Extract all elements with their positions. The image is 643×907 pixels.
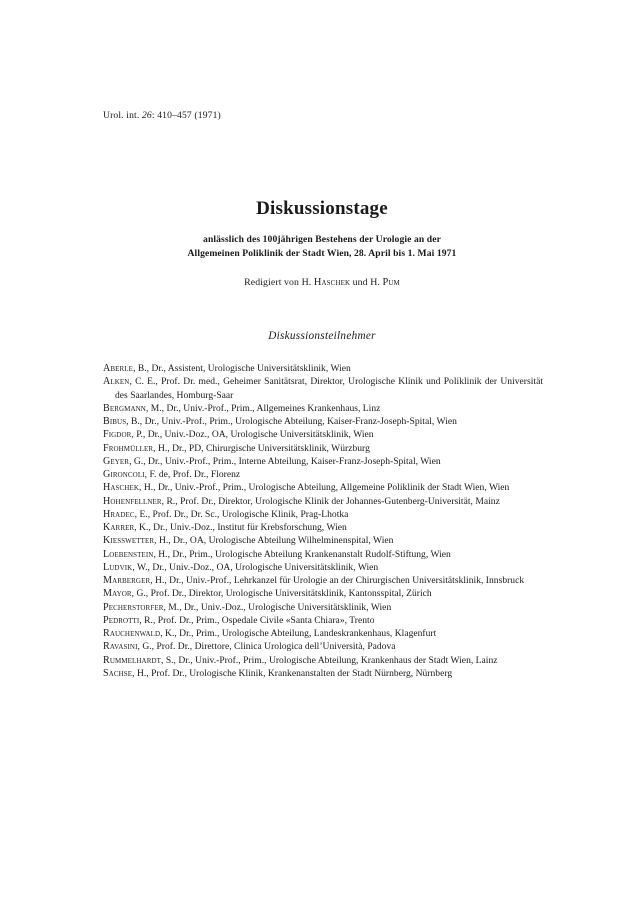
participant-surname: Sachse (103, 667, 133, 679)
participant-details: , B., Dr., Univ.-Prof., Prim., Urologische Abteilung, Kaiser-Franz-Joseph-Spital, Wien (126, 416, 457, 427)
participant-surname: Ludvik (103, 561, 133, 573)
participant-details: , M., Dr., Univ.-Prof., Prim., Allgemeines Krankenhaus, Linz (145, 402, 381, 414)
subtitle-line-2: Allgemeinen Poliklinik der Stadt Wien, 28. April bis 1. Mai 1971 (187, 247, 457, 259)
participant-surname: Hohenfellner (103, 495, 162, 507)
participant-entry (103, 614, 543, 627)
editors-conjunction: und H. (350, 277, 383, 288)
participant-details: , P., Dr., Univ.-Doz., OA, Urologische Universitätsklinik, Wien (131, 429, 374, 441)
participant-entry (103, 587, 543, 600)
title-block (103, 198, 541, 261)
participant-entry (103, 468, 543, 481)
participant-surname: Rauchenwald (103, 628, 161, 639)
participant-surname: Ravasini (103, 641, 138, 653)
participant-details: , H., Prof. Dr., Urologische Klinik, Krankenanstalten der Stadt Nürnberg, Nürnberg (132, 667, 453, 679)
participant-surname: Mayor (103, 588, 132, 600)
participant-surname: Alken (103, 376, 130, 388)
participant-details: , E., Prof. Dr., Dr. Sc., Urologische Klinik, Prag-Lhotka (134, 508, 349, 520)
participant-entry (103, 640, 543, 653)
participant-details: , K., Dr., Univ.-Doz., Institut für Krebsforschung, Wien (134, 522, 347, 533)
participant-entry (103, 442, 543, 455)
subtitle-line-1: anlässlich des 100jährigen Bestehens der Urologie an der (203, 233, 441, 245)
participant-surname: Pecherstorfer (103, 601, 164, 613)
participant-entry (103, 601, 543, 614)
participant-details: , R., Prof. Dr., Direktor, Urologische Klinik der Johannes-Gutenberg-Universität, Mainz (161, 495, 500, 507)
participant-surname: Karrer (103, 522, 135, 533)
participant-details: , W., Dr., Univ.-Doz., OA, Urologische Universitätsklinik, Wien (132, 561, 379, 573)
participant-entry (103, 402, 543, 415)
participant-details: , H., Dr., PD, Chirurgische Universitätsklinik, Würzburg (153, 442, 370, 454)
participant-details: , M., Dr., Univ.-Doz., Urologische Universitätsklinik, Wien (163, 601, 392, 613)
participant-entry (103, 667, 543, 680)
participant-details: , H., Dr., OA, Urologische Abteilung Wilhelminenspital, Wien (154, 535, 394, 547)
section-heading: Diskussionsteilnehmer (268, 330, 376, 342)
participant-details: , C. E., Prof. Dr. med., Geheimer Sanitätsrat, Direktor, Urologische Klinik und Poliklinik der Universität des Saarlandes, Homburg-Saar (115, 376, 543, 401)
participant-surname: Figdor (103, 429, 132, 441)
participant-surname: Rummelhardt (103, 654, 161, 666)
participant-surname: Pedrotti (103, 614, 140, 626)
participant-details: , S., Dr., Univ.-Prof., Prim., Urologische Abteilung, Krankenhaus der Stadt Wien, Lainz (161, 654, 498, 666)
participant-surname: Bibus (103, 416, 127, 427)
participant-details: , K., Dr., Prim., Urologische Abteilung, Landeskrankenhaus, Klagenfurt (160, 628, 437, 639)
participant-entry (103, 428, 543, 441)
subtitle (103, 233, 541, 261)
participant-surname: Geyer (103, 455, 130, 467)
participants-list (103, 362, 543, 680)
participant-entry (103, 362, 543, 375)
participant-entry (103, 495, 543, 508)
participant-surname: Kiesswetter (103, 535, 155, 547)
participant-details: , B., Dr., Assistent, Urologische Universitätsklinik, Wien (133, 363, 351, 374)
journal-citation-pages: : 410–457 (1971) (151, 110, 221, 121)
participant-entry (103, 481, 543, 494)
participant-details: , H., Dr., Prim., Urologische Abteilung Krankenanstalt Rudolf-Stiftung, Wien (153, 548, 451, 560)
editor-name-1: Haschek (313, 277, 351, 288)
editors-prefix: Redigiert von H. (244, 277, 314, 288)
participant-details: , H., Dr., Univ.-Prof., Lehrkanzel für Urologie an der Chirurgischen Universitätsklinik, Innsbruck (150, 575, 525, 586)
editors-line (103, 277, 541, 288)
participant-entry (103, 415, 543, 428)
participant-surname: Aberle (103, 363, 134, 374)
participant-surname: Frohmüller (103, 442, 154, 454)
participant-entry (103, 375, 543, 402)
journal-citation-volume: 26 (141, 110, 152, 121)
participant-details: , H., Dr., Univ.-Prof., Prim., Urologische Abteilung, Allgemeine Poliklinik der Stadt Wien, Wien (139, 482, 510, 494)
participant-entry (103, 455, 543, 468)
editor-name-2: Pum (382, 277, 400, 288)
participant-entry (103, 521, 543, 534)
participant-surname: Gironcoli (103, 469, 145, 480)
participant-entry (103, 534, 543, 547)
participant-details: , F. de, Prof. Dr., Florenz (144, 469, 241, 480)
participant-entry (103, 561, 543, 574)
participant-surname: Marberger (103, 575, 151, 586)
journal-citation (103, 110, 221, 121)
participant-details: , G., Prof. Dr., Direttore, Clinica Urologica dell’Università, Padova (137, 641, 396, 653)
participant-details: , G., Dr., Univ.-Prof., Prim., Interne Abteilung, Kaiser-Franz-Joseph-Spital, Wien (129, 455, 441, 467)
participant-entry (103, 654, 543, 667)
participant-surname: Bergmann (103, 402, 146, 414)
participant-surname: Loebenstein (103, 548, 154, 560)
participant-surname: Hradec (103, 508, 135, 520)
participant-details: , R., Prof. Dr., Prim., Ospedale Civile «Santa Chiara», Trento (139, 614, 375, 626)
journal-citation-prefix: Urol. int. (103, 110, 142, 121)
participant-surname: Haschek (103, 482, 139, 494)
participant-details: , G., Prof. Dr., Direktor, Urologische Universitätsklinik, Kantonsspital, Zürich (131, 588, 432, 600)
page-title: Diskussionstage (256, 198, 388, 219)
participant-entry (103, 548, 543, 561)
participant-entry (103, 508, 543, 521)
participant-entry (103, 627, 543, 640)
participant-entry (103, 574, 543, 587)
